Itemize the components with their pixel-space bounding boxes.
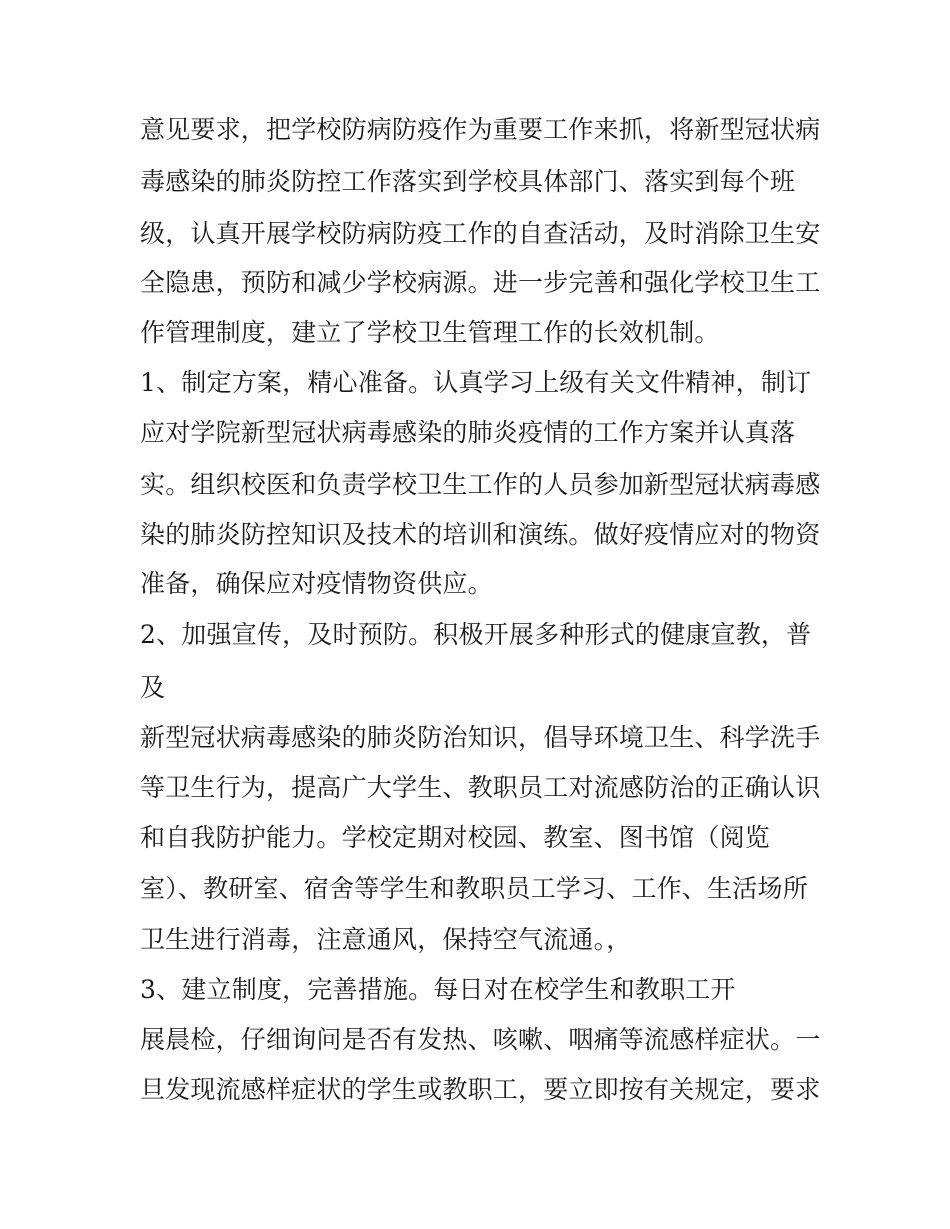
text-line: 实。组织校医和负责学校卫生工作的人员参加新型冠状病毒感 [140, 470, 821, 499]
text-line: 展晨检，仔细询问是否有发热、咳嗽、咽痛等流感样症状。一 [140, 1025, 821, 1054]
text-line: 和自我防护能力。学校定期对校园、教室、图书馆（阅览 [140, 823, 771, 852]
text-line: 新型冠状病毒感染的肺炎防治知识，倡导环境卫生、科学洗手 [140, 723, 821, 752]
text-line: 染的肺炎防控知识及技术的培训和演练。做好疫情应对的物资 [140, 520, 821, 549]
text-line: 等卫生行为，提高广大学生、教职员工对流感防治的正确认识 [140, 773, 821, 802]
text-line: 卫生进行消毒，注意通风，保持空气流通。， [140, 925, 632, 954]
text-line: 作管理制度，建立了学校卫生管理工作的长效机制。 [140, 318, 720, 347]
text-line: 室）、教研室、宿舍等学生和教职员工学习、工作、生活场所 [140, 874, 808, 903]
text-line: 准备，确保应对疫情物资供应。 [140, 569, 493, 598]
text-line: 应对学院新型冠状病毒感染的肺炎疫情的工作方案并认真落 [140, 418, 796, 447]
text-line: 意见要求，把学校防病防疫作为重要工作来抓，将新型冠状病 [140, 115, 821, 144]
text-line: 全隐患，预防和减少学校病源。进一步完善和强化学校卫生工 [140, 268, 821, 297]
text-line: 旦发现流感样症状的学生或教职工，要立即按有关规定，要求 [140, 1075, 821, 1104]
text-line: 级，认真开展学校防病防疫工作的自查活动，及时消除卫生安 [140, 219, 821, 248]
text-line: 2、加强宣传，及时预防。积极开展多种形式的健康宣教，普 [140, 620, 812, 649]
text-line: 3、建立制度，完善措施。每日对在校学生和教职工开 [140, 975, 736, 1004]
text-line: 及 [140, 673, 166, 702]
text-line: 1、制定方案，精心准备。认真学习上级有关文件精神，制订 [140, 368, 812, 397]
text-line: 毒感染的肺炎防控工作落实到学校具体部门、落实到每个班 [140, 167, 796, 196]
